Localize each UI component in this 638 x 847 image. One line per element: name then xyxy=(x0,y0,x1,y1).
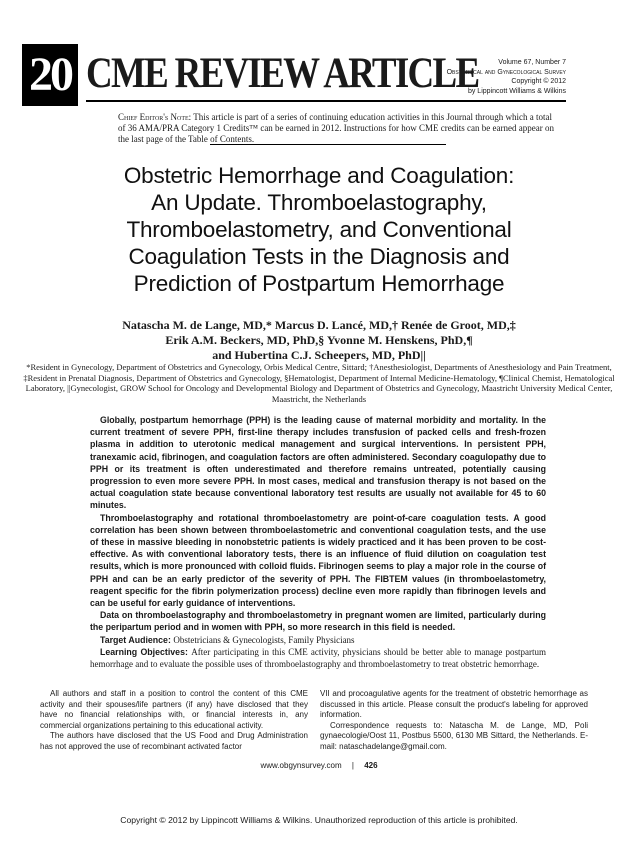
disclosure-column-left xyxy=(40,689,308,753)
author-affiliations: *Resident in Gynecology, Department of Obstetrics and Gynecology, Orbis Medical Centre, Sittard; †Anesthesiologist, Departments of Anesthesiology and Pain Treatment, ‡Resident in Prenatal Diagnosis, Department of Obstetrics and Gynecology, §Hematologist, Department of Internal Medicine-Hematology, ¶Clinical Chemist, Hematological Laboratory, ||Gynecologist, GROW School for Oncology and Developmental Biology and Department of Obstetrics and Gynecology, Maastricht University Medical Center, Maastricht, the Netherlands xyxy=(23,362,615,404)
journal-url-link[interactable]: www.obgynsurvey.com xyxy=(260,761,342,770)
target-audience-text: Obstetricians & Gynecologists, Family Physicians xyxy=(173,634,355,645)
article-authors xyxy=(70,318,568,363)
abstract-paragraph: Data on thromboelastography and thromboelastometry in pregnant women are limited, particularly during the peripartum period and in women with PPH, so more research in this field is needed. xyxy=(90,610,546,633)
section-title: CME REVIEW ARTICLE xyxy=(86,50,479,97)
editor-note-text: This article is part of a series of continuing education activities in this Journal through which a total of 36 AMA/PRA Category 1 Credits™ can be earned in 2012. Instructions for how CME credits can be earned appear on the last page of the Table of Contents. xyxy=(118,112,554,144)
editor-note-separator xyxy=(210,144,446,145)
editor-note xyxy=(118,112,558,145)
learning-objectives xyxy=(90,646,546,670)
article-number-badge: 20 xyxy=(22,44,78,106)
disclosure-paragraph: All authors and staff in a position to control the content of this CME activity and their spouses/life partners (if any) have disclosed that they have no financial relationships with, or financial interests in, any commercial organizations pertaining to this educational activity. xyxy=(40,689,308,730)
header-rule xyxy=(86,100,566,102)
title-line: Prediction of Postpartum Hemorrhage xyxy=(133,271,505,296)
footer-divider: | xyxy=(351,761,354,770)
editor-note-label: Chief Editor's Note: xyxy=(118,112,192,122)
title-line: An Update. Thromboelastography, xyxy=(151,190,487,215)
title-line: Coagulation Tests in the Diagnosis and xyxy=(128,244,510,269)
author-line: Natascha M. de Lange, MD,* Marcus D. Lancé, MD,† Renée de Groot, MD,‡ xyxy=(122,318,516,332)
journal-publisher: by Lippincott Williams & Wilkins xyxy=(467,87,566,95)
journal-copyright: Copyright © 2012 xyxy=(511,78,566,85)
copyright-notice: Copyright © 2012 by Lippincott Williams & Wilkins. Unauthorized reproduction of this article is prohibited. xyxy=(120,815,518,825)
title-line: Obstetric Hemorrhage and Coagulation: xyxy=(123,163,515,188)
page-footer xyxy=(0,761,638,770)
journal-info xyxy=(366,58,566,96)
learning-objectives-label: Learning Objectives: xyxy=(100,646,188,657)
abstract-paragraph: Globally, postpartum hemorrhage (PPH) is the leading cause of maternal morbidity and mortality. In the current treatment of severe PPH, first-line therapy includes transfusion of packed cells and fresh-frozen plasma in addition to uterotonic medical management and surgical interventions. In persistent PPH, tranexamic acid, fibrinogen, and coagulation factors are often administered. Secondary coagulopathy due to PPH or its treatment is often underestimated and therefore remains untreated, potentially causing progression to even more severe PPH. In most cases, medical and transfusion therapy is not based on the actual coagulation state because conventional laboratory test results are usually not available for 45 to 60 minutes. xyxy=(90,415,546,511)
author-line: Erik A.M. Beckers, MD, PhD,§ Yvonne M. Henskens, PhD,¶ xyxy=(165,333,473,347)
journal-name: Obstetrical and Gynecological Survey xyxy=(446,68,566,76)
title-line: Thromboelastometry, and Conventional xyxy=(126,217,512,242)
learning-objectives-text: After participating in this CME activity, physicians should be better able to manage postpartum hemorrhage and to evaluate the possible uses of thromboelastography and thromboelastometry to treat obstetric hemorrhage. xyxy=(90,646,546,670)
journal-volume: Volume 67, Number 7 xyxy=(498,59,566,66)
abstract xyxy=(90,414,546,670)
author-line: and Hubertina C.J. Scheepers, MD, PhD|| xyxy=(212,348,426,362)
target-audience-label: Target Audience: xyxy=(100,634,171,645)
target-audience xyxy=(90,634,546,646)
page-number: 426 xyxy=(364,761,378,770)
article-title xyxy=(70,162,568,297)
disclosure-paragraph: The authors have disclosed that the US Food and Drug Administration has not approved the use of recombinant activated factor xyxy=(40,731,308,751)
disclosure-paragraph: VII and procoagulative agents for the treatment of obstetric hemorrhage as discussed in this article. Please consult the product's labeling for approved information. xyxy=(320,689,588,720)
disclosure-column-right xyxy=(320,689,588,753)
correspondence: Correspondence requests to: Natascha M. de Lange, MD, Poli gynaecologie/Oost 11, Postbus 5500, 6130 MB Sittard, the Netherlands. E-mail: nataschadelange@gmail.com. xyxy=(320,720,588,751)
abstract-paragraph: Thromboelastography and rotational thromboelastometry are point-of-care coagulation tests. A good correlation has been shown between thromboelastometric and conventional coagulation tests, and the use of these in massive bleeding in nonobstetric patients is widely practiced and it has been proven to be cost-effective. As with conventional laboratory tests, there is an influence of fluid dilution on coagulation test results, which is more pronounced with colloid fluids. Fibrinogen seems to play a major role in the course of PPH and can be an early predictor of the severity of PPH. The FIBTEM values (in thromboelastometry, reagent specific for the fibrin polymerization process) decline even more rapidly than fibrinogen levels and can be useful for early guidance of interventions. xyxy=(90,512,546,609)
